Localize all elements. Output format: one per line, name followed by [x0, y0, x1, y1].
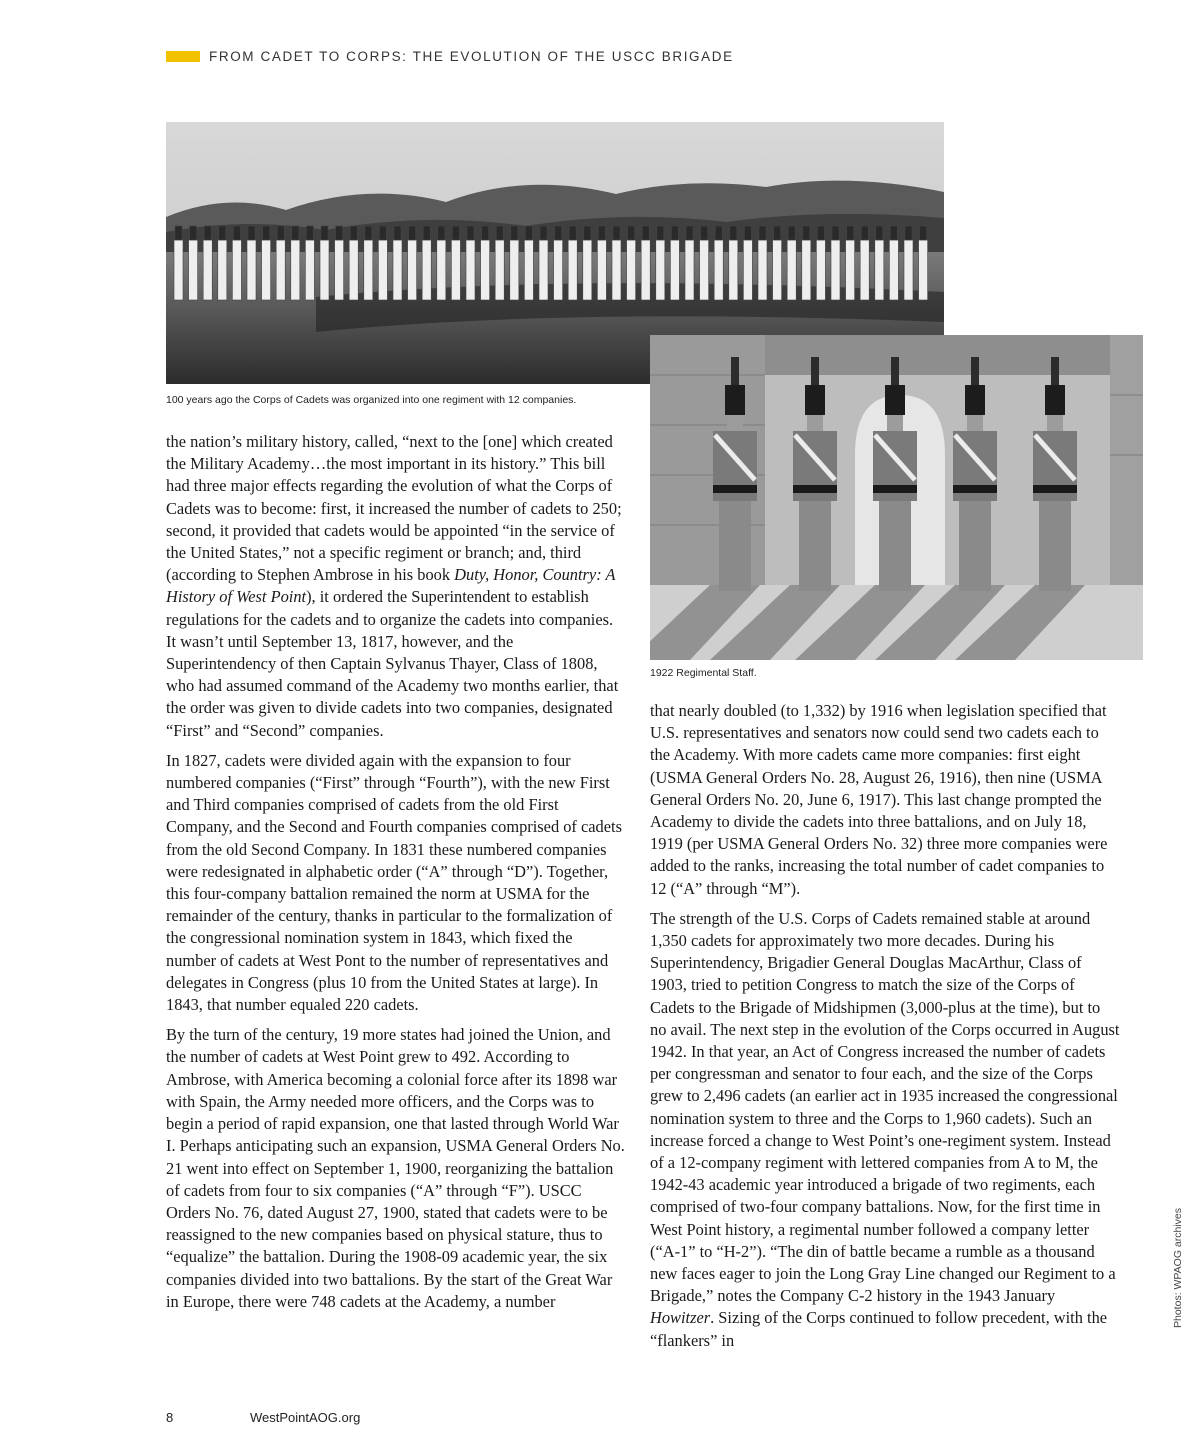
article-column-2 [650, 700, 1120, 1360]
cadet-figure [597, 226, 606, 300]
cadet-figure [262, 226, 271, 300]
cadet-figure [364, 226, 373, 300]
cadet-figure [758, 226, 767, 300]
cadet-figure [846, 226, 855, 300]
photo-caption-2: 1922 Regimental Staff. [650, 667, 757, 679]
cadet-figure [627, 226, 636, 300]
running-header [166, 46, 734, 66]
cadet-figure [232, 226, 241, 300]
cadet-figure [743, 226, 752, 300]
cadet-figure [335, 226, 344, 300]
cadet-figure [203, 226, 212, 300]
cadet-figure [802, 226, 811, 300]
howitzer-title: Howitzer [650, 1308, 711, 1328]
cadet-figure [291, 226, 300, 300]
cadet-figure [349, 226, 358, 300]
paragraph-4: that nearly doubled (to 1,332) by 1916 when legislation specified that U.S. representatives and senators now could send two cadets each to the Academy. With more cadets came more companies: first eight (USMA General Orders No. 28, August 26, 1916), then nine (USMA General Orders No. 20, June 6, 1917). This last change prompted the Academy to divide the cadets into three battalions, and on July 18, 1919 (per USMA General Orders No. 32) three more companies were added to the ranks, increasing the total number of cadet companies to 12 (“A” through “M”). [650, 701, 1108, 898]
paragraph-1: the nation’s military history, called, “next to the [one] which created the Military Academy…the most important in its history.” This bill had three major effects regarding the evolution of what the Corps of Cadets was to become: first, it increased the number of cadets to 250; second, it provided that cadets would be appointed “in the service of the United States,” not a specific regiment or branch; and, third (according to Stephen Ambrose in his book Duty, Honor, Country: A History of West Point), it ordered the Superintendent to establish regulations for the cadets and to organize the cadets into companies. It wasn’t until September 13, 1817, however, and the Superintendency of then Captain Sylvanus Thayer, Class of 1808, who had assumed command of the Academy two months earlier, that the order was given to divide cadets into two companies, designated “First” and “Second” companies. [166, 432, 622, 740]
cadet-figure [685, 226, 694, 300]
regimental-staff-photo [650, 335, 1143, 660]
cadet-figure [729, 226, 738, 300]
cadet-figure [787, 226, 796, 300]
article-column-1 [166, 431, 626, 1321]
cadet-figure [641, 226, 650, 300]
paragraph-3: By the turn of the century, 19 more states had joined the Union, and the number of cadets at West Point grew to 492. According to Ambrose, with America becoming a colonial force after its 1898 war with Spain, the Army needed more officers, and the Corps was to begin a period of rapid expansion, one that lasted through World War I. Perhaps anticipating such an expansion, USMA General Orders No. 21 went into effect on September 1, 1900, reorganizing the battalion of cadets from four to six companies (“A” through “F”). USCC Orders No. 76, dated August 27, 1900, stated that cadets were to be reassigned to the new companies based on physical stature, thus to “equalize” the battalion. During the 1908-09 academic year, the six companies divided into two battalions. By the start of the Great War in Europe, there were 748 cadets at the Academy, a number [166, 1025, 625, 1311]
cadet-figure [670, 226, 679, 300]
photo-credit: Photos: WPAOG archives [1172, 1207, 1184, 1328]
cadet-figure [320, 226, 329, 300]
cadet-figure [510, 226, 519, 300]
cadet-figure [875, 226, 884, 300]
cadet-figure [554, 226, 563, 300]
photo-caption-1: 100 years ago the Corps of Cadets was organized into one regiment with 12 companies. [166, 394, 577, 406]
cadet-figure [773, 226, 782, 300]
cadet-figure [714, 226, 723, 300]
cadet-figure [656, 226, 665, 300]
cadet-figure [568, 226, 577, 300]
cadet-figure [218, 226, 227, 300]
cadet-figure [524, 226, 533, 300]
cadet-figure [422, 226, 431, 300]
book-title: Duty, Honor, Country: A History of West Point [166, 565, 616, 607]
cadet-figure [904, 226, 913, 300]
cadet-figure [247, 226, 256, 300]
cadet-figure [305, 226, 314, 300]
cadet-figure [860, 226, 869, 300]
cadet-figure [393, 226, 402, 300]
header-title: FROM CADET TO CORPS: THE EVOLUTION OF THE USCC BRIGADE [209, 48, 734, 64]
cadet-figure [378, 226, 387, 300]
cadet-figure [437, 226, 446, 300]
cadet-figure [466, 226, 475, 300]
cadet-figure [919, 226, 928, 300]
cadet-figure [539, 226, 548, 300]
cadet-figure [451, 226, 460, 300]
page-number: 8 [166, 1410, 174, 1425]
cadet-figure [700, 226, 709, 300]
cadet-figure [583, 226, 592, 300]
paragraph-2: In 1827, cadets were divided again with the expansion to four numbered companies (“First” through “Fourth”), with the new First and Third companies comprised of cadets from the old First Company, and the Second and Fourth companies comprised of cadets from the old Second Company. In 1831 these numbered companies were redesignated in alphabetic order (“A” through “D”). Together, this four-company battalion remained the norm at USMA for the remainder of the century, thanks in particular to the formalization of the congressional nomination system in 1843, which fixed the number of cadets at West Pont to the number of representatives and delegates in Congress (plus 10 from the United States at large). In 1843, that number equaled 220 cadets. [166, 750, 622, 1015]
footer-site: WestPointAOG.org [250, 1410, 361, 1425]
cadet-figure [174, 226, 183, 300]
cadet-figure [816, 226, 825, 300]
cadet-figure [889, 226, 898, 300]
cadet-figure [276, 226, 285, 300]
cadet-figure [495, 226, 504, 300]
cadet-figure [408, 226, 417, 300]
cadet-figure [831, 226, 840, 300]
header-accent-bar [166, 51, 200, 62]
cadet-figure [481, 226, 490, 300]
cadet-figure [189, 226, 198, 300]
paragraph-5: The strength of the U.S. Corps of Cadets remained stable at around 1,350 cadets for approximately two more decades. During his Superintendency, Brigadier General Douglas MacArthur, Class of 1903, tried to petition Congress to match the size of the Corps of Cadets to the Brigade of Midshipmen (3,000-plus at the time), but to no avail. The next step in the evolution of the Corps occurred in August 1942. In that year, an Act of Congress increased the number of cadets per congressman and senator to four each, and the size of the Corps grew to 2,496 cadets (an earlier act in 1935 increased the congressional nomination system to three and the Corps to 1,960 cadets). Such an increase forced a change to West Point’s one-regiment system. Instead of a 12-company regiment with lettered companies from A to M, the 1942-43 academic year introduced a brigade of two regiments, each comprised of two-four company battalions. Now, for the first time in West Point history, a regimental number followed a company letter (“A-1” to “H-2”). “The din of battle became a rumble as a thousand new faces eager to join the Long Gray Line changed our Regiment to a Brigade,” notes the Company C-2 history in the 1943 January Howitzer. Sizing of the Corps continued to follow precedent, with the “flankers” in [650, 908, 1120, 1350]
cadet-figure [612, 226, 621, 300]
